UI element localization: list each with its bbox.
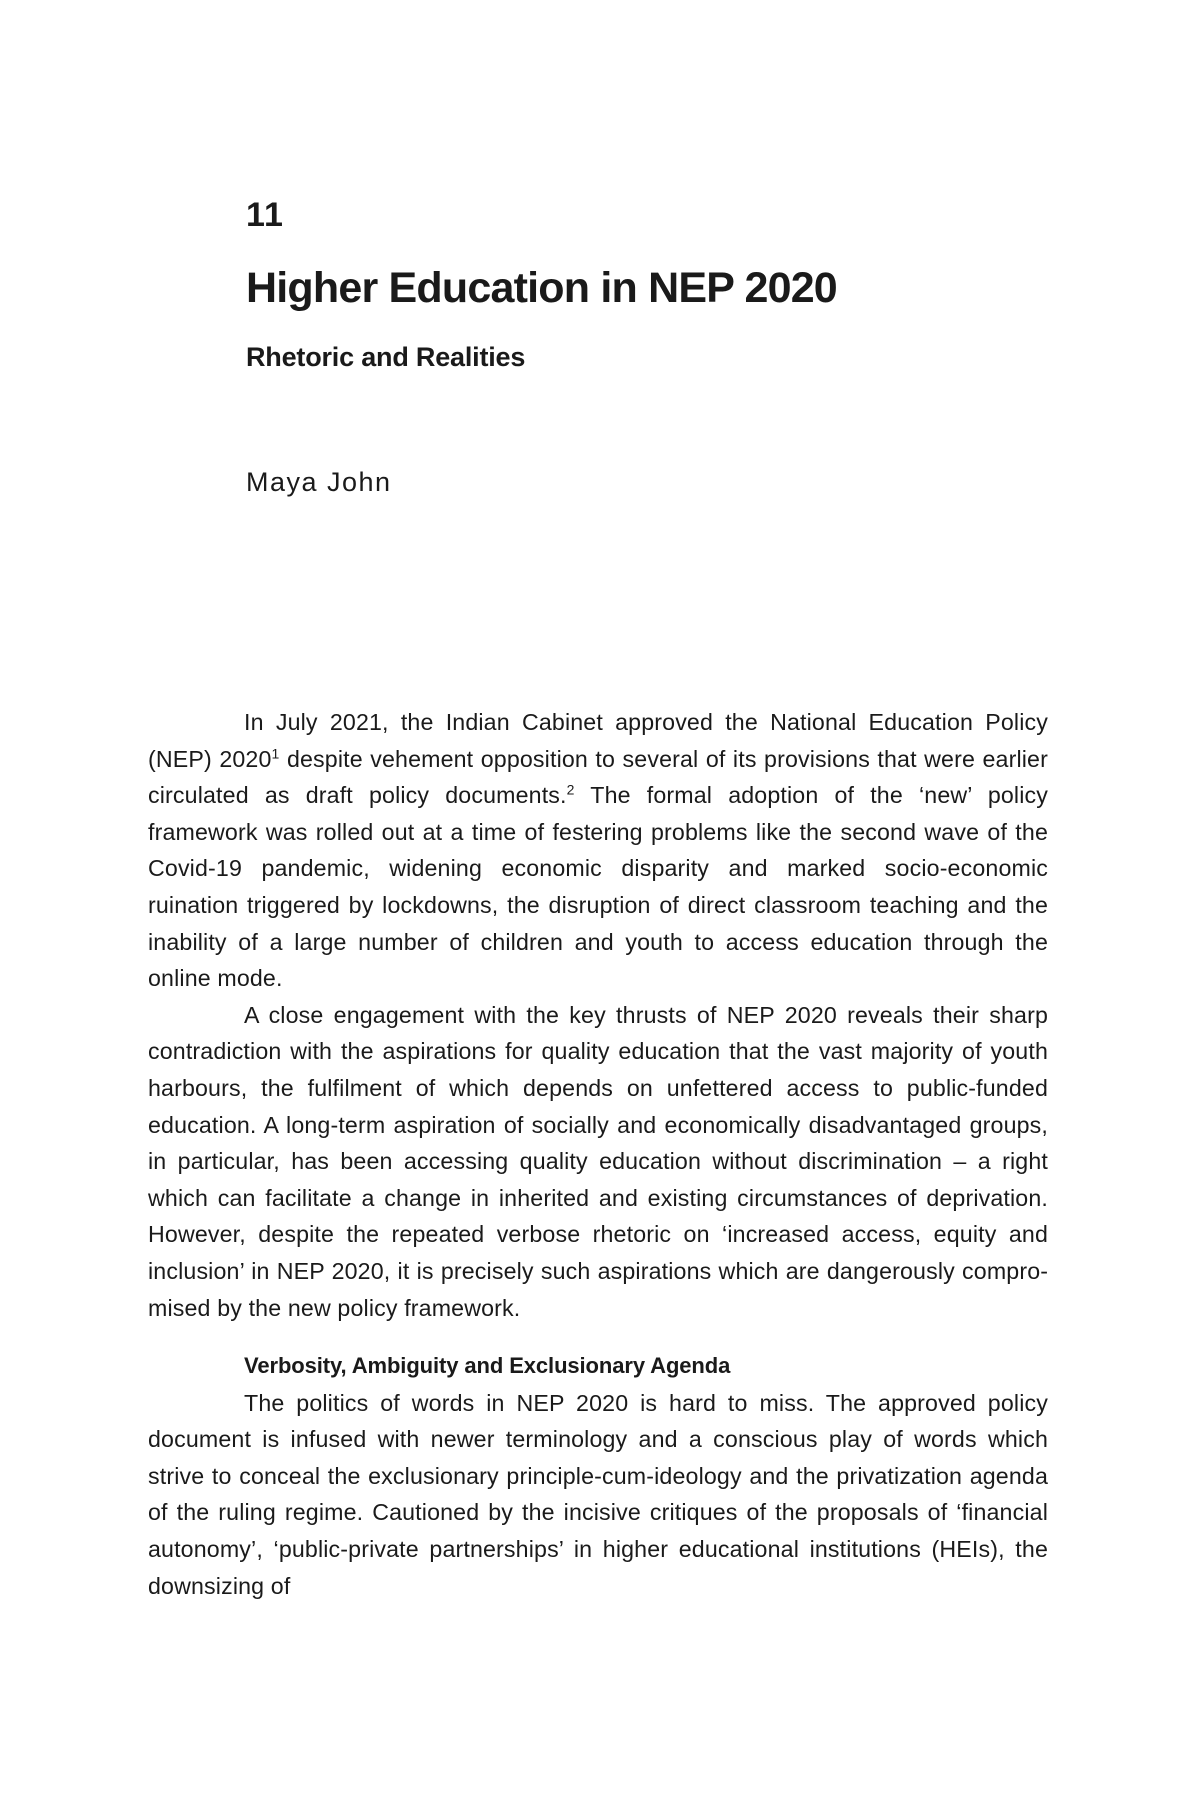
paragraph-1 [148, 704, 1048, 997]
paragraph-2: A close engagement with the key thrusts of NEP 2020 reveals their sharp contradiction with the aspirations for quality education that the vast majority of youth harbours, the fulfilment of which depends on unfettered access to public-funded education. A long-term aspiration of socially and economically disadvantaged groups, in particular, has been accessing quality education without discrimination – a right which can facilitate a change in inherited and existing circumstances of deprivation. However, despite the repeated verbose rhetoric on ‘increased access, equity and inclusion’ in NEP 2020, it is precisely such aspirations which are dangerously compromised by the new policy framework. [148, 1001, 1048, 1321]
author-name: Maya John [246, 467, 392, 497]
paragraph-1-part-b: despite vehement opposition to several of its provisions that were earlier circulated as draft policy documents. [148, 745, 1048, 809]
paragraph-1-part-c: The formal adoption of the ‘new’ policy framework was rolled out at a time of festering problems like the second wave of the Covid-19 pandemic, widening economic disparity and marked socio-economic ruination triggered by lockdowns, the disruption of direct classroom teaching and the inability of a large number of children and youth to access education through the online mode. [148, 782, 1049, 992]
footnote-marker-2: 2 [566, 781, 575, 798]
chapter-title: Higher Education in NEP 2020 [246, 264, 837, 312]
body-text [148, 704, 1048, 1604]
chapter-number: 11 [246, 196, 284, 234]
chapter-subtitle: Rhetoric and Realities [246, 342, 526, 372]
footnote-marker-1: 1 [271, 744, 280, 761]
paragraph-3: The politics of words in NEP 2020 is hard to miss. The approved policy document is infused with newer terminology and a conscious play of words which strive to conceal the exclusionary principle-cum-ideology and the privatization agenda of the ruling regime. Cautioned by the incisive critiques of the proposals of ‘financial autonomy’, ‘public-private partnerships’ in higher educational institutions (HEIs), the downsizing of [148, 1389, 1048, 1599]
section-heading: Verbosity, Ambiguity and Exclusionary Agenda [244, 1353, 731, 1379]
paragraph-1-part-a: In July 2021, the Indian Cabinet approved the National Education Policy (NEP) 2020 [148, 709, 1048, 772]
